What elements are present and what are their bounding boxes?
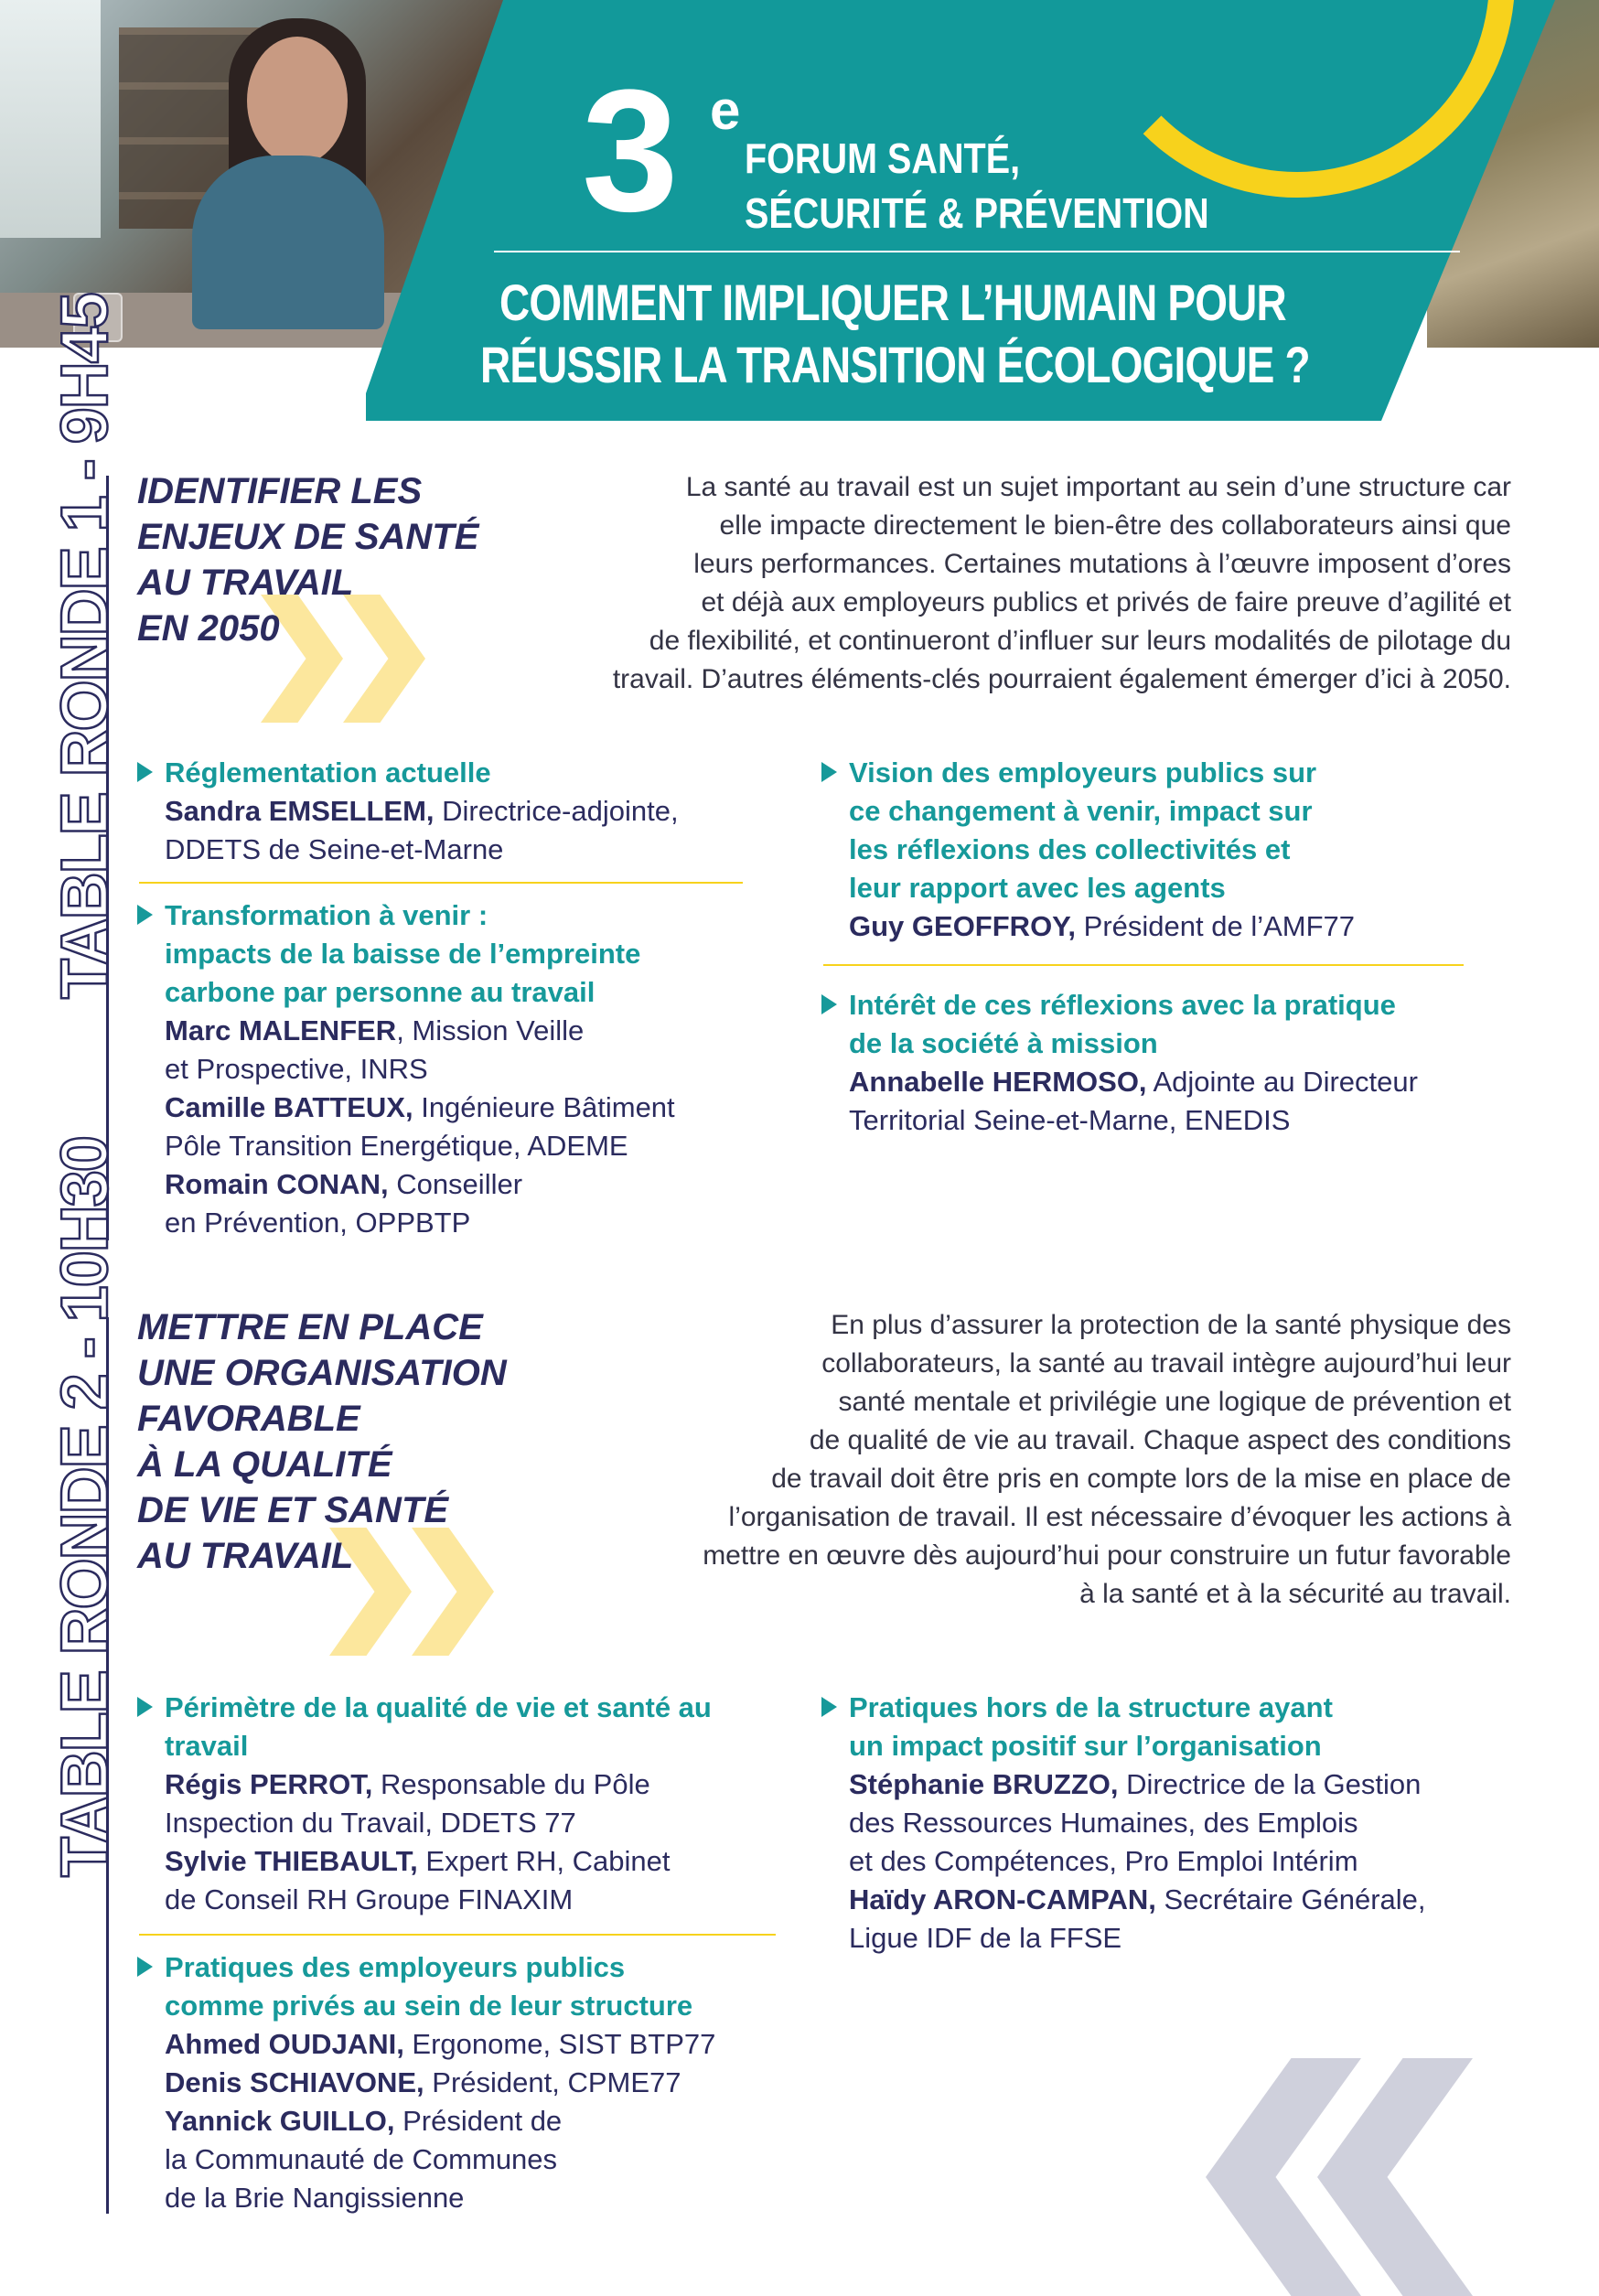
topic-title-text: Intérêt de ces réflexions avec la pratique: [849, 989, 1396, 1021]
forum-name-line1: FORUM SANTÉ,: [745, 134, 1021, 182]
speaker-role-cont: la Communauté de Communes: [165, 2143, 558, 2175]
speaker-role-cont: Inspection du Travail, DDETS 77: [165, 1807, 576, 1839]
speaker: [849, 1765, 1508, 1804]
table1-topic-transformation: [165, 896, 750, 1242]
topic-title-cont: impacts de la baisse de l’empreinte: [165, 938, 641, 970]
speaker-role-cont: Territorial Seine-et-Marne, ENEDIS: [849, 1104, 1291, 1136]
table1-heading-line: AU TRAVAIL: [137, 563, 354, 603]
topic-title-cont: ce changement à venir, impact sur: [849, 795, 1313, 827]
topic-title-cont: travail: [165, 1730, 249, 1762]
speaker-role-cont: de la Brie Nangissienne: [165, 2182, 465, 2214]
speaker-role: Directrice de la Gestion: [1118, 1768, 1422, 1800]
header-divider: [494, 251, 1460, 252]
speaker: [849, 1063, 1508, 1101]
intro-line: travail. D’autres éléments-clés pourraient également émerger d’ici à 2050.: [612, 664, 1511, 694]
speaker: [165, 2025, 787, 2064]
topic-title: [849, 754, 1508, 792]
play-arrow-icon: [137, 905, 153, 925]
table2-heading-line: METTRE EN PLACE: [137, 1307, 483, 1347]
table2-intro: [540, 1306, 1511, 1614]
topic-title-cont: un impact positif sur l’organisation: [849, 1730, 1322, 1762]
intro-line: et déjà aux employeurs publics et privés de faire preuve d’agilité et: [701, 587, 1511, 617]
photo-window: [0, 0, 101, 238]
speaker-name: Guy GEOFFROY,: [849, 910, 1077, 942]
speaker-role: Président, CPME77: [424, 2066, 681, 2098]
separator-line: [139, 1934, 776, 1936]
table1-topic-public-employers: [849, 754, 1508, 946]
speaker: [165, 2102, 787, 2140]
separator-line: [823, 964, 1464, 966]
table2-heading-line: UNE ORGANISATION: [137, 1353, 507, 1393]
page-title-line1: COMMENT IMPLIQUER L’HUMAIN POUR: [499, 274, 1286, 331]
topic-title: [849, 986, 1508, 1025]
intro-line: mettre en œuvre dès aujourd’hui pour construire un futur favorable: [703, 1540, 1511, 1571]
intro-line: santé mentale et privilégie une logique de prévention et: [838, 1387, 1511, 1417]
table2-topic-practices-outside: [849, 1689, 1508, 1958]
table1-heading: [137, 468, 521, 651]
table2-heading-line: À LA QUALITÉ: [137, 1444, 392, 1485]
table2-topic-practices-inside: [165, 1948, 787, 2217]
intro-line: La santé au travail est un sujet important au sein d’une structure car: [685, 472, 1511, 502]
table1-topic-regulation: [165, 754, 750, 869]
speaker: [165, 1842, 787, 1881]
topic-title-cont: les réflexions des collectivités et: [849, 833, 1291, 865]
intro-line: leurs performances. Certaines mutations à l’œuvre imposent d’ores: [693, 549, 1511, 579]
speaker: [165, 1089, 750, 1127]
table1-intro: [467, 468, 1511, 699]
table2-sidebar-label: TABLE RONDE 2 - 10H30: [48, 1137, 122, 1877]
speaker-role: Directrice-adjointe,: [434, 795, 679, 827]
table2-heading: [137, 1304, 558, 1579]
table1-topic-mission-company: [849, 986, 1508, 1140]
play-arrow-icon: [821, 1697, 837, 1717]
speaker-role: Président de: [394, 2105, 563, 2137]
speaker-role: Conseiller: [388, 1168, 523, 1200]
speaker-role-cont: DDETS de Seine-et-Marne: [165, 833, 504, 865]
speaker-role: Président de l’AMF77: [1076, 910, 1356, 942]
photo-person-sweater: [192, 156, 384, 329]
topic-title: [165, 1689, 787, 1727]
speaker: [849, 907, 1508, 946]
table2-topic-perimeter: [165, 1689, 787, 1919]
topic-title-text: Pratiques hors de la structure ayant: [849, 1691, 1333, 1723]
table2-heading-line: FAVORABLE: [137, 1399, 360, 1439]
speaker: [165, 1765, 787, 1804]
topic-title-text: Réglementation actuelle: [165, 756, 491, 789]
speaker-name: Annabelle HERMOSO,: [849, 1066, 1147, 1098]
speaker-name: Haïdy ARON-CAMPAN,: [849, 1883, 1156, 1915]
topic-title-cont: comme privés au sein de leur structure: [165, 1990, 693, 2022]
intro-line: à la santé et à la sécurité au travail.: [1079, 1579, 1511, 1609]
speaker: [165, 1012, 750, 1050]
speaker-role: Ergonome, SIST BTP77: [403, 2028, 716, 2060]
speaker: [165, 1165, 750, 1204]
speaker-role-cont: de Conseil RH Groupe FINAXIM: [165, 1883, 574, 1915]
topic-title: [165, 754, 750, 792]
topic-title-cont: carbone par personne au travail: [165, 976, 596, 1008]
speaker-name: Sandra EMSELLEM,: [165, 795, 435, 827]
topic-title-cont: leur rapport avec les agents: [849, 872, 1226, 904]
topic-title-text: Transformation à venir :: [165, 899, 488, 931]
topic-title-text: Périmètre de la qualité de vie et santé au: [165, 1691, 712, 1723]
speaker-name: Sylvie THIEBAULT,: [165, 1845, 418, 1877]
page-header: [0, 0, 1599, 439]
topic-title-text: Vision des employeurs publics sur: [849, 756, 1317, 789]
speaker-name: Marc MALENFER: [165, 1014, 397, 1046]
speaker-role: Responsable du Pôle: [372, 1768, 650, 1800]
intro-line: de travail doit être pris en compte lors de la mise en place de: [771, 1464, 1511, 1494]
play-arrow-icon: [821, 762, 837, 782]
speaker-role: Secrétaire Générale,: [1155, 1883, 1426, 1915]
topic-title: [165, 1948, 787, 1987]
page-title-line2: RÉUSSIR LA TRANSITION ÉCOLOGIQUE ?: [480, 336, 1310, 393]
topic-title: [165, 896, 750, 935]
intro-line: collaborateurs, la santé au travail intègre aujourd’hui leur: [821, 1348, 1511, 1379]
intro-line: de flexibilité, et continueront d’influer sur leurs modalités de pilotage du: [649, 626, 1511, 656]
table1-heading-line: IDENTIFIER LES: [137, 471, 423, 511]
topic-title: [849, 1689, 1508, 1727]
speaker: [165, 2064, 787, 2102]
intro-line: l’organisation de travail. Il est nécessaire d’évoquer les actions à: [728, 1502, 1511, 1532]
speaker-role-cont: en Prévention, OPPBTP: [165, 1207, 471, 1239]
speaker-name: Régis PERROT,: [165, 1768, 373, 1800]
intro-line: elle impacte directement le bien-être des collaborateurs ainsi que: [719, 510, 1511, 541]
speaker-name: Ahmed OUDJANI,: [165, 2028, 404, 2060]
speaker-role-cont: Ligue IDF de la FFSE: [849, 1922, 1122, 1954]
topic-title-text: Pratiques des employeurs publics: [165, 1951, 626, 1983]
forum-name-line2: SÉCURITÉ & PRÉVENTION: [745, 189, 1209, 237]
speaker-name: Romain CONAN,: [165, 1168, 389, 1200]
speaker-name: Camille BATTEUX,: [165, 1091, 413, 1123]
speaker-role: Adjointe au Directeur: [1146, 1066, 1418, 1098]
table1-heading-line: ENJEUX DE SANTÉ: [137, 517, 479, 557]
table1-heading-line: EN 2050: [137, 608, 280, 649]
edition-superscript: e: [710, 80, 741, 141]
edition-number: 3: [582, 54, 679, 248]
speaker: [165, 792, 750, 831]
intro-line: En plus d’assurer la protection de la santé physique des: [831, 1310, 1511, 1340]
separator-line: [139, 882, 743, 884]
speaker-name: Yannick GUILLO,: [165, 2105, 395, 2137]
table1-sidebar-label: TABLE RONDE 1 - 9H45: [48, 294, 122, 999]
play-arrow-icon: [821, 994, 837, 1014]
play-arrow-icon: [137, 1697, 153, 1717]
intro-line: de qualité de vie au travail. Chaque aspect des conditions: [809, 1425, 1511, 1455]
speaker-role-cont: des Ressources Humaines, des Emplois: [849, 1807, 1358, 1839]
photo-person-face: [247, 37, 348, 165]
table2-heading-line: DE VIE ET SANTÉ: [137, 1490, 449, 1530]
play-arrow-icon: [137, 762, 153, 782]
speaker-role-cont: et des Compétences, Pro Emploi Intérim: [849, 1845, 1358, 1877]
speaker-role-cont: Pôle Transition Energétique, ADEME: [165, 1130, 628, 1162]
table2-heading-line: AU TRAVAIL: [137, 1536, 354, 1576]
gray-chevron-left-icon: [1317, 2058, 1473, 2296]
speaker: [849, 1881, 1508, 1919]
topic-title-cont: de la société à mission: [849, 1027, 1158, 1059]
speaker-role: Expert RH, Cabinet: [417, 1845, 671, 1877]
speaker-name: Denis SCHIAVONE,: [165, 2066, 424, 2098]
speaker-role-cont: et Prospective, INRS: [165, 1053, 428, 1085]
speaker-role: Ingénieure Bâtiment: [413, 1091, 675, 1123]
speaker-name: Stéphanie BRUZZO,: [849, 1768, 1119, 1800]
speaker-role: , Mission Veille: [396, 1014, 585, 1046]
play-arrow-icon: [137, 1957, 153, 1977]
